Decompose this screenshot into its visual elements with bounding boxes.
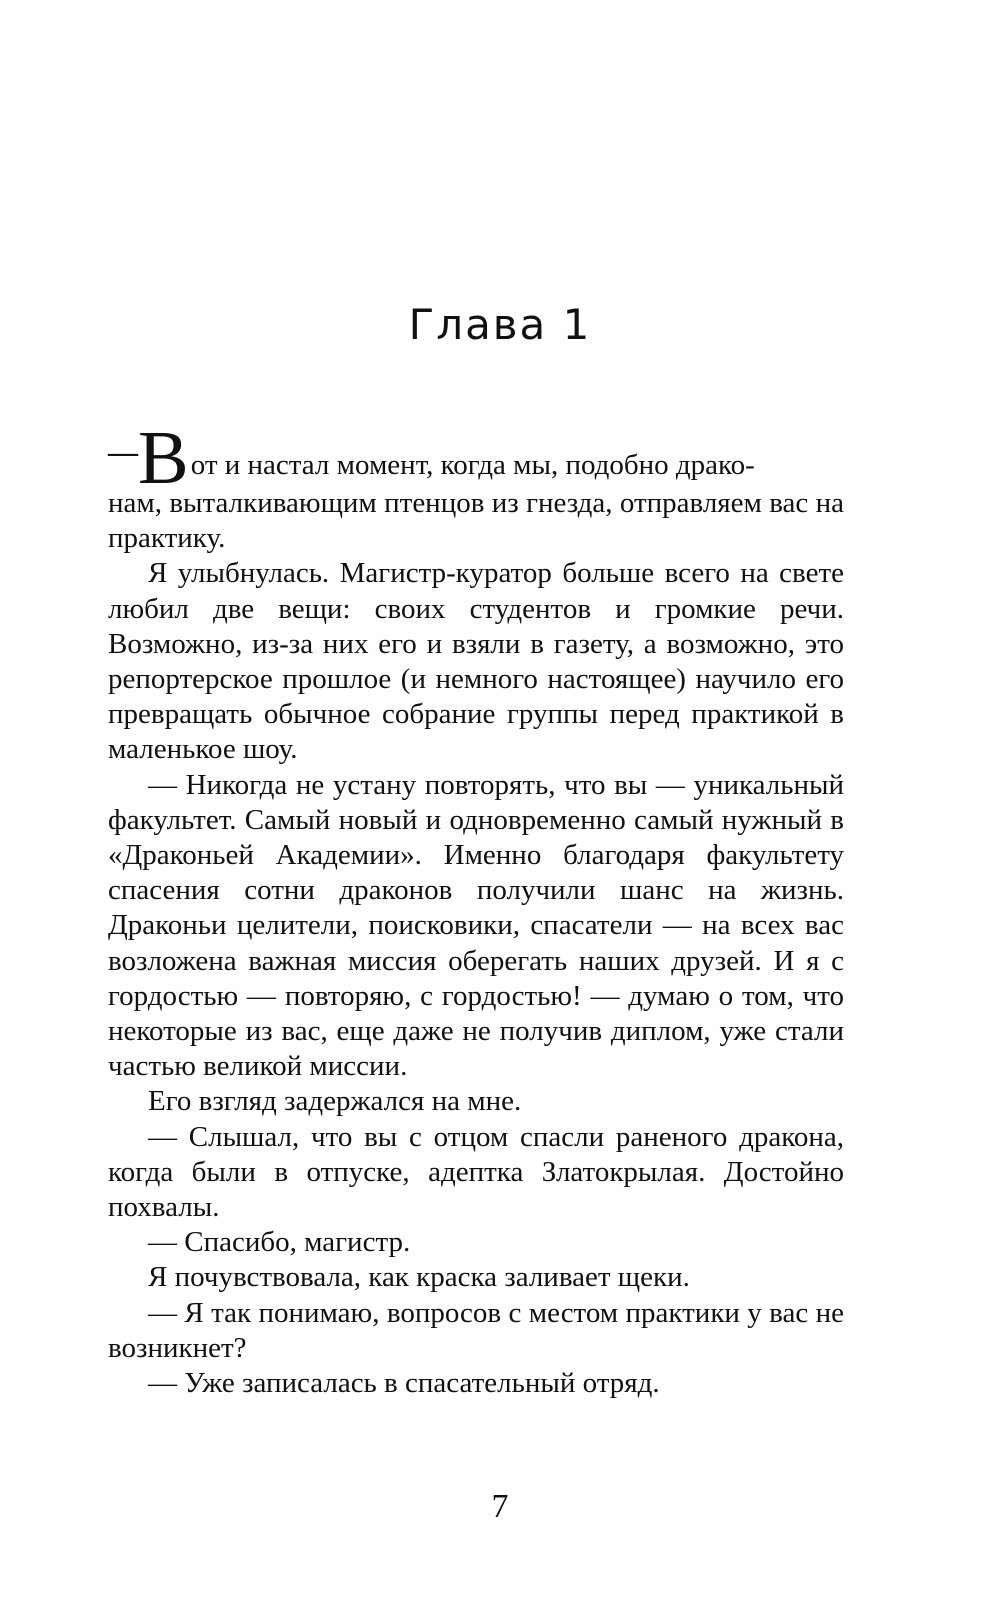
paragraph: — Слышал, что вы с отцом спасли раненого дракона, когда были в отпуске, адептка Златокрылая. Достойно похвалы. [108,1120,844,1224]
drop-cap: В [138,416,189,500]
paragraph-opening-rest: нам, выталкивающим птенцов из гнезда, отправляем вас на практику. [108,487,844,555]
chapter-title: Глава 1 [408,300,592,349]
paragraph: — Никогда не устану повторять, что вы — уникальный факультет. Самый новый и одновременно самый нужный в «Драконьей Академии». Именно благодаря факультету спасения сотни драконов получили шанс на жизнь. Драконьи целители, поисковики, спасатели — на всех вас возложена важная миссия оберегать наших друзей. И я с гордостью — повторяю, с гордостью! — думаю о том, что некоторые из вас, еще даже не получив диплом, уже стали частью великой миссии. [108,768,844,1083]
paragraph: Его взгляд задержался на мне. [148,1085,522,1118]
paragraph: Я почувствовала, как краска заливает щеки. [148,1261,690,1294]
opening-line [108,416,844,500]
opening-first-line: от и настал момент, когда мы, подобно драко- [190,449,755,481]
paragraph: Я улыбнулась. Магистр-куратор больше всего на свете любил две вещи: своих студентов и громкие речи. Возможно, из-за них его и взяли в газету, а возможно, это репортерское прошлое (и немного настоящее) научило его превращать обычное собрание группы перед практикой в маленькое шоу. [108,557,844,766]
paragraph: — Спасибо, магистр. [148,1226,411,1259]
page-number: 7 [491,1488,509,1525]
chapter-text [108,416,844,1401]
paragraph: — Я так понимаю, вопросов с местом практики у вас не возникнет? [108,1296,844,1364]
paragraph: — Уже записалась в спасательный отряд. [148,1367,660,1400]
opening-dash: — [108,435,138,469]
